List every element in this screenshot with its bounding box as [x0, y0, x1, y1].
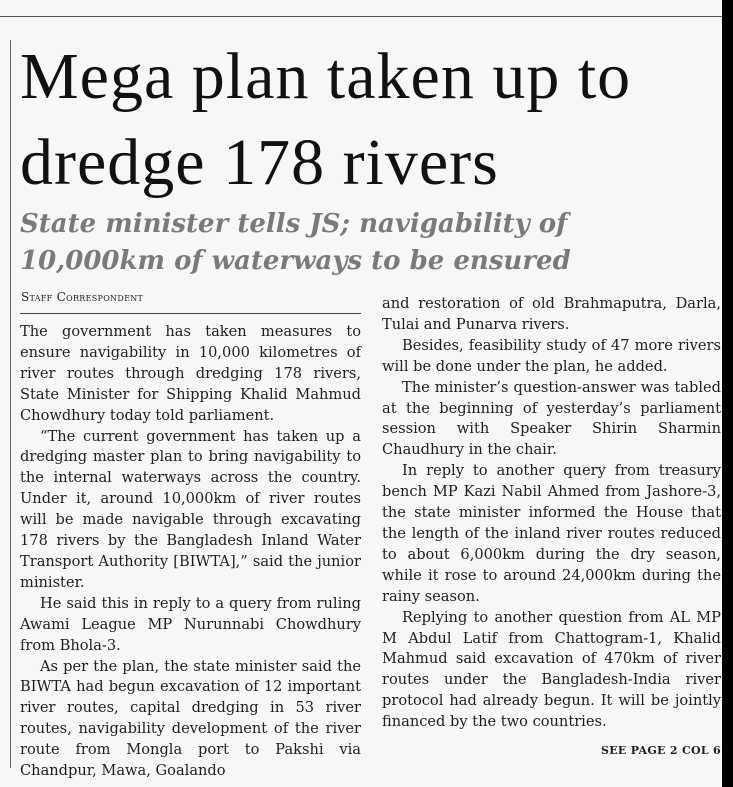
- article-column-left: [20, 322, 361, 782]
- byline: Staff Correspondent: [21, 290, 144, 304]
- paragraph: The minister’s question-answer was tabled at the beginning of yesterday’s parliament session with Speaker Shirin Sharmin Chaudhury in the chair.: [382, 378, 721, 459]
- paragraph: Besides, feasibility study of 47 more rivers will be done under the plan, he added.: [382, 336, 721, 375]
- paragraph: and restoration of old Brahmaputra, Darla, Tulai and Punarva rivers.: [382, 295, 721, 333]
- paragraph: He said this in reply to a query from ruling Awami League MP Nurunnabi Chowdhury from Bhola-3.: [20, 594, 361, 654]
- page-edge-bar: [722, 0, 733, 787]
- headline: Mega plan taken up to dredge 178 rivers: [20, 40, 632, 199]
- paragraph: “The current government has taken up a dredging master plan to bring navigability to the internal waterways across the country. Under it, around 10,000km of river routes will be made navigable through excavating 178 rivers by the Bangladesh Inland Water Transport Authority [BIWTA],” said the junior minister.: [20, 427, 361, 591]
- subheadline: State minister tells JS; navigability of 10,000km of waterways to be ensured: [20, 209, 571, 276]
- paragraph: As per the plan, the state minister said the BIWTA had begun excavation of 12 important river routes, capital dredging in 53 river routes, navigability development of the river route from Mongla port to Pakshi via Chandpur, Mawa, Goalando: [20, 657, 361, 780]
- top-rule: [0, 16, 722, 17]
- article-column-right: [382, 294, 721, 762]
- left-column-rule: [10, 40, 11, 768]
- byline-rule: [20, 313, 361, 314]
- continuation-link[interactable]: SEE PAGE 2 COL 6: [601, 744, 721, 758]
- paragraph: The government has taken measures to ensure navigability in 10,000 kilometres of river routes through dredging 178 rivers, State Minister for Shipping Khalid Mahmud Chowdhury today told parliament.: [20, 323, 361, 424]
- paragraph: Replying to another question from AL MP M Abdul Latif from Chattogram-1, Khalid Mahmud said excavation of 470km of river routes under the Bangladesh-India river protocol had already begun. It will be jointly financed by the two countries.: [382, 608, 721, 731]
- paragraph: In reply to another query from treasury bench MP Kazi Nabil Ahmed from Jashore-3, the state minister informed the House that the length of the inland river routes reduced to about 6,000km during the dry season, while it rose to around 24,000km during the rainy season.: [382, 462, 721, 605]
